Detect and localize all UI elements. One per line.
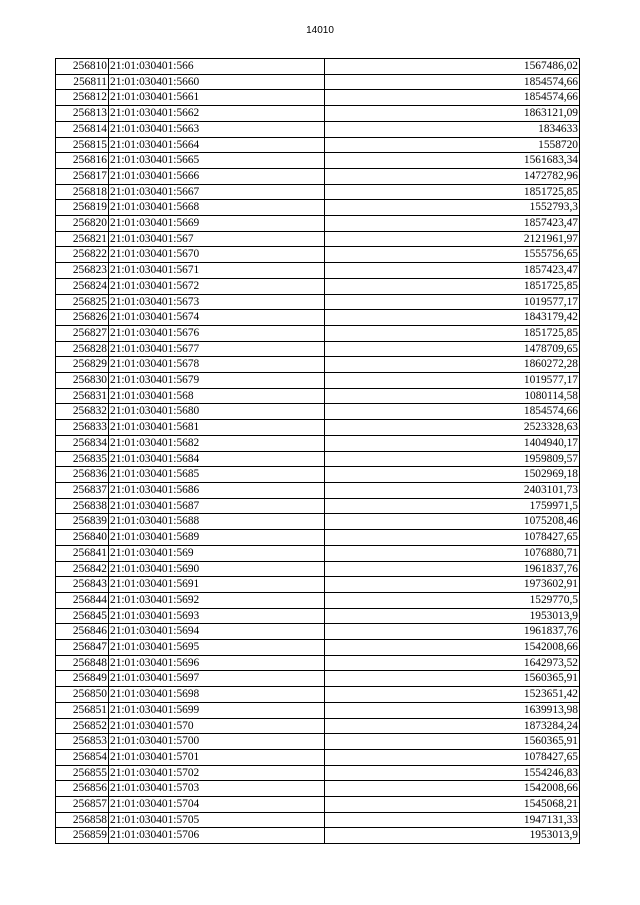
table-row: [56, 482, 580, 498]
cadastral-value-cell: 1843179,42: [325, 310, 580, 326]
cadastral-value-cell: 1019577,17: [325, 373, 580, 389]
cadastral-value-cell: 1560365,91: [325, 734, 580, 750]
cadastral-number-cell: 21:01:030401:5687: [109, 498, 325, 514]
cadastral-number-cell: 21:01:030401:5700: [109, 734, 325, 750]
row-number-cell: 256831: [56, 388, 109, 404]
row-number-cell: 256827: [56, 325, 109, 341]
cadastral-number-cell: 21:01:030401:570: [109, 718, 325, 734]
cadastral-value-cell: 1523651,42: [325, 687, 580, 703]
table-row: [56, 263, 580, 279]
cadastral-number-cell: 21:01:030401:5704: [109, 797, 325, 813]
table-row: [56, 373, 580, 389]
cadastral-value-cell: 1555756,65: [325, 247, 580, 263]
row-number-cell: 256833: [56, 420, 109, 436]
cadastral-value-cell: 1502969,18: [325, 467, 580, 483]
row-number-cell: 256840: [56, 530, 109, 546]
row-number-cell: 256830: [56, 373, 109, 389]
cadastral-value-cell: 1529770,5: [325, 592, 580, 608]
table-row: [56, 749, 580, 765]
cadastral-number-cell: 21:01:030401:5673: [109, 294, 325, 310]
row-number-cell: 256822: [56, 247, 109, 263]
table-row: [56, 812, 580, 828]
cadastral-number-cell: 21:01:030401:567: [109, 231, 325, 247]
cadastral-value-cell: 1961837,76: [325, 561, 580, 577]
row-number-cell: 256845: [56, 608, 109, 624]
table-row: [56, 310, 580, 326]
cadastral-number-cell: 21:01:030401:5695: [109, 640, 325, 656]
table-row: [56, 137, 580, 153]
row-number-cell: 256842: [56, 561, 109, 577]
cadastral-value-table: [55, 58, 580, 844]
table-row: [56, 577, 580, 593]
table-row: [56, 514, 580, 530]
cadastral-number-cell: 21:01:030401:5676: [109, 325, 325, 341]
table-body: [56, 59, 580, 844]
row-number-cell: 256811: [56, 74, 109, 90]
row-number-cell: 256832: [56, 404, 109, 420]
row-number-cell: 256825: [56, 294, 109, 310]
table-row: [56, 734, 580, 750]
cadastral-number-cell: 21:01:030401:5684: [109, 451, 325, 467]
table-row: [56, 467, 580, 483]
row-number-cell: 256815: [56, 137, 109, 153]
cadastral-value-cell: 2403101,73: [325, 482, 580, 498]
table-row: [56, 702, 580, 718]
table-row: [56, 184, 580, 200]
cadastral-value-cell: 1076880,71: [325, 545, 580, 561]
row-number-cell: 256820: [56, 216, 109, 232]
cadastral-value-cell: 1561683,34: [325, 153, 580, 169]
row-number-cell: 256859: [56, 828, 109, 844]
row-number-cell: 256851: [56, 702, 109, 718]
row-number-cell: 256853: [56, 734, 109, 750]
cadastral-value-cell: 1542008,66: [325, 781, 580, 797]
cadastral-number-cell: 21:01:030401:5665: [109, 153, 325, 169]
cadastral-number-cell: 21:01:030401:5668: [109, 200, 325, 216]
row-number-cell: 256838: [56, 498, 109, 514]
cadastral-value-cell: 1854574,66: [325, 74, 580, 90]
cadastral-number-cell: 21:01:030401:5693: [109, 608, 325, 624]
table-row: [56, 624, 580, 640]
table-row: [56, 765, 580, 781]
cadastral-number-cell: 21:01:030401:5663: [109, 121, 325, 137]
table-row: [56, 781, 580, 797]
table-row: [56, 247, 580, 263]
row-number-cell: 256823: [56, 263, 109, 279]
table-row: [56, 451, 580, 467]
row-number-cell: 256814: [56, 121, 109, 137]
cadastral-value-cell: 1078427,65: [325, 749, 580, 765]
row-number-cell: 256856: [56, 781, 109, 797]
table-row: [56, 435, 580, 451]
cadastral-number-cell: 21:01:030401:5689: [109, 530, 325, 546]
table-row: [56, 357, 580, 373]
cadastral-number-cell: 21:01:030401:5690: [109, 561, 325, 577]
cadastral-number-cell: 21:01:030401:5698: [109, 687, 325, 703]
table-row: [56, 90, 580, 106]
table-row: [56, 561, 580, 577]
table-row: [56, 231, 580, 247]
cadastral-value-cell: 1857423,47: [325, 263, 580, 279]
cadastral-value-cell: 1873284,24: [325, 718, 580, 734]
cadastral-number-cell: 21:01:030401:5706: [109, 828, 325, 844]
table-row: [56, 545, 580, 561]
cadastral-number-cell: 21:01:030401:5686: [109, 482, 325, 498]
cadastral-value-cell: 1953013,9: [325, 608, 580, 624]
cadastral-number-cell: 21:01:030401:5697: [109, 671, 325, 687]
row-number-cell: 256847: [56, 640, 109, 656]
row-number-cell: 256852: [56, 718, 109, 734]
row-number-cell: 256817: [56, 168, 109, 184]
row-number-cell: 256812: [56, 90, 109, 106]
cadastral-value-cell: 2523328,63: [325, 420, 580, 436]
table-row: [56, 278, 580, 294]
table-row: [56, 828, 580, 844]
cadastral-number-cell: 21:01:030401:569: [109, 545, 325, 561]
row-number-cell: 256829: [56, 357, 109, 373]
table-row: [56, 608, 580, 624]
row-number-cell: 256816: [56, 153, 109, 169]
table-row: [56, 671, 580, 687]
table-row: [56, 325, 580, 341]
row-number-cell: 256828: [56, 341, 109, 357]
cadastral-value-cell: 1759971,5: [325, 498, 580, 514]
cadastral-value-cell: 1961837,76: [325, 624, 580, 640]
cadastral-value-cell: 1854574,66: [325, 90, 580, 106]
row-number-cell: 256850: [56, 687, 109, 703]
cadastral-value-cell: 1857423,47: [325, 216, 580, 232]
cadastral-value-cell: 1558720: [325, 137, 580, 153]
page-number: 14010: [306, 25, 334, 36]
row-number-cell: 256843: [56, 577, 109, 593]
table-row: [56, 687, 580, 703]
row-number-cell: 256810: [56, 59, 109, 75]
cadastral-value-cell: 1478709,65: [325, 341, 580, 357]
cadastral-value-cell: 1080114,58: [325, 388, 580, 404]
row-number-cell: 256837: [56, 482, 109, 498]
cadastral-number-cell: 21:01:030401:5692: [109, 592, 325, 608]
cadastral-number-cell: 21:01:030401:5667: [109, 184, 325, 200]
table-row: [56, 592, 580, 608]
cadastral-number-cell: 21:01:030401:5674: [109, 310, 325, 326]
table-row: [56, 420, 580, 436]
cadastral-value-cell: 1973602,91: [325, 577, 580, 593]
cadastral-value-cell: 1560365,91: [325, 671, 580, 687]
table-row: [56, 200, 580, 216]
cadastral-value-cell: 1075208,46: [325, 514, 580, 530]
cadastral-value-cell: 1642973,52: [325, 655, 580, 671]
table-row: [56, 74, 580, 90]
cadastral-value-cell: 1860272,28: [325, 357, 580, 373]
cadastral-number-cell: 21:01:030401:5688: [109, 514, 325, 530]
table-row: [56, 106, 580, 122]
table-row: [56, 121, 580, 137]
table-row: [56, 797, 580, 813]
cadastral-number-cell: 21:01:030401:5694: [109, 624, 325, 640]
table-row: [56, 640, 580, 656]
table-row: [56, 294, 580, 310]
cadastral-number-cell: 21:01:030401:5671: [109, 263, 325, 279]
cadastral-number-cell: 21:01:030401:5705: [109, 812, 325, 828]
row-number-cell: 256854: [56, 749, 109, 765]
cadastral-number-cell: 21:01:030401:5672: [109, 278, 325, 294]
cadastral-number-cell: 21:01:030401:5679: [109, 373, 325, 389]
cadastral-number-cell: 21:01:030401:5660: [109, 74, 325, 90]
table-row: [56, 168, 580, 184]
table-row: [56, 530, 580, 546]
cadastral-number-cell: 21:01:030401:5701: [109, 749, 325, 765]
table-row: [56, 498, 580, 514]
cadastral-value-cell: 1947131,33: [325, 812, 580, 828]
cadastral-number-cell: 21:01:030401:5691: [109, 577, 325, 593]
cadastral-value-cell: 2121961,97: [325, 231, 580, 247]
table-row: [56, 655, 580, 671]
row-number-cell: 256834: [56, 435, 109, 451]
cadastral-value-cell: 1854574,66: [325, 404, 580, 420]
row-number-cell: 256835: [56, 451, 109, 467]
cadastral-value-cell: 1552793,3: [325, 200, 580, 216]
cadastral-number-cell: 21:01:030401:566: [109, 59, 325, 75]
cadastral-value-cell: 1545068,21: [325, 797, 580, 813]
row-number-cell: 256819: [56, 200, 109, 216]
row-number-cell: 256848: [56, 655, 109, 671]
cadastral-value-cell: 1639913,98: [325, 702, 580, 718]
table-row: [56, 341, 580, 357]
row-number-cell: 256818: [56, 184, 109, 200]
cadastral-value-cell: 1953013,9: [325, 828, 580, 844]
cadastral-value-cell: 1851725,85: [325, 184, 580, 200]
cadastral-number-cell: 21:01:030401:5666: [109, 168, 325, 184]
cadastral-value-cell: 1078427,65: [325, 530, 580, 546]
cadastral-value-cell: 1863121,09: [325, 106, 580, 122]
row-number-cell: 256846: [56, 624, 109, 640]
table-row: [56, 216, 580, 232]
cadastral-number-cell: 21:01:030401:5702: [109, 765, 325, 781]
cadastral-number-cell: 21:01:030401:5696: [109, 655, 325, 671]
row-number-cell: 256849: [56, 671, 109, 687]
cadastral-number-cell: 21:01:030401:5680: [109, 404, 325, 420]
row-number-cell: 256836: [56, 467, 109, 483]
table-row: [56, 59, 580, 75]
cadastral-number-cell: 21:01:030401:5677: [109, 341, 325, 357]
cadastral-number-cell: 21:01:030401:5681: [109, 420, 325, 436]
cadastral-value-cell: 1834633: [325, 121, 580, 137]
cadastral-value-cell: 1542008,66: [325, 640, 580, 656]
cadastral-number-cell: 21:01:030401:5661: [109, 90, 325, 106]
cadastral-value-cell: 1554246,83: [325, 765, 580, 781]
cadastral-value-cell: 1472782,96: [325, 168, 580, 184]
cadastral-number-cell: 21:01:030401:5670: [109, 247, 325, 263]
cadastral-value-cell: 1851725,85: [325, 325, 580, 341]
cadastral-value-cell: 1404940,17: [325, 435, 580, 451]
cadastral-number-cell: 21:01:030401:568: [109, 388, 325, 404]
cadastral-value-cell: 1567486,02: [325, 59, 580, 75]
table-row: [56, 718, 580, 734]
table-row: [56, 388, 580, 404]
row-number-cell: 256824: [56, 278, 109, 294]
cadastral-value-cell: 1851725,85: [325, 278, 580, 294]
row-number-cell: 256858: [56, 812, 109, 828]
row-number-cell: 256826: [56, 310, 109, 326]
cadastral-number-cell: 21:01:030401:5682: [109, 435, 325, 451]
cadastral-number-cell: 21:01:030401:5685: [109, 467, 325, 483]
row-number-cell: 256821: [56, 231, 109, 247]
cadastral-value-cell: 1019577,17: [325, 294, 580, 310]
cadastral-number-cell: 21:01:030401:5662: [109, 106, 325, 122]
cadastral-number-cell: 21:01:030401:5669: [109, 216, 325, 232]
cadastral-number-cell: 21:01:030401:5703: [109, 781, 325, 797]
row-number-cell: 256855: [56, 765, 109, 781]
row-number-cell: 256839: [56, 514, 109, 530]
cadastral-number-cell: 21:01:030401:5664: [109, 137, 325, 153]
table-row: [56, 404, 580, 420]
cadastral-number-cell: 21:01:030401:5699: [109, 702, 325, 718]
cadastral-number-cell: 21:01:030401:5678: [109, 357, 325, 373]
row-number-cell: 256844: [56, 592, 109, 608]
cadastral-value-cell: 1959809,57: [325, 451, 580, 467]
row-number-cell: 256813: [56, 106, 109, 122]
row-number-cell: 256857: [56, 797, 109, 813]
row-number-cell: 256841: [56, 545, 109, 561]
table-row: [56, 153, 580, 169]
